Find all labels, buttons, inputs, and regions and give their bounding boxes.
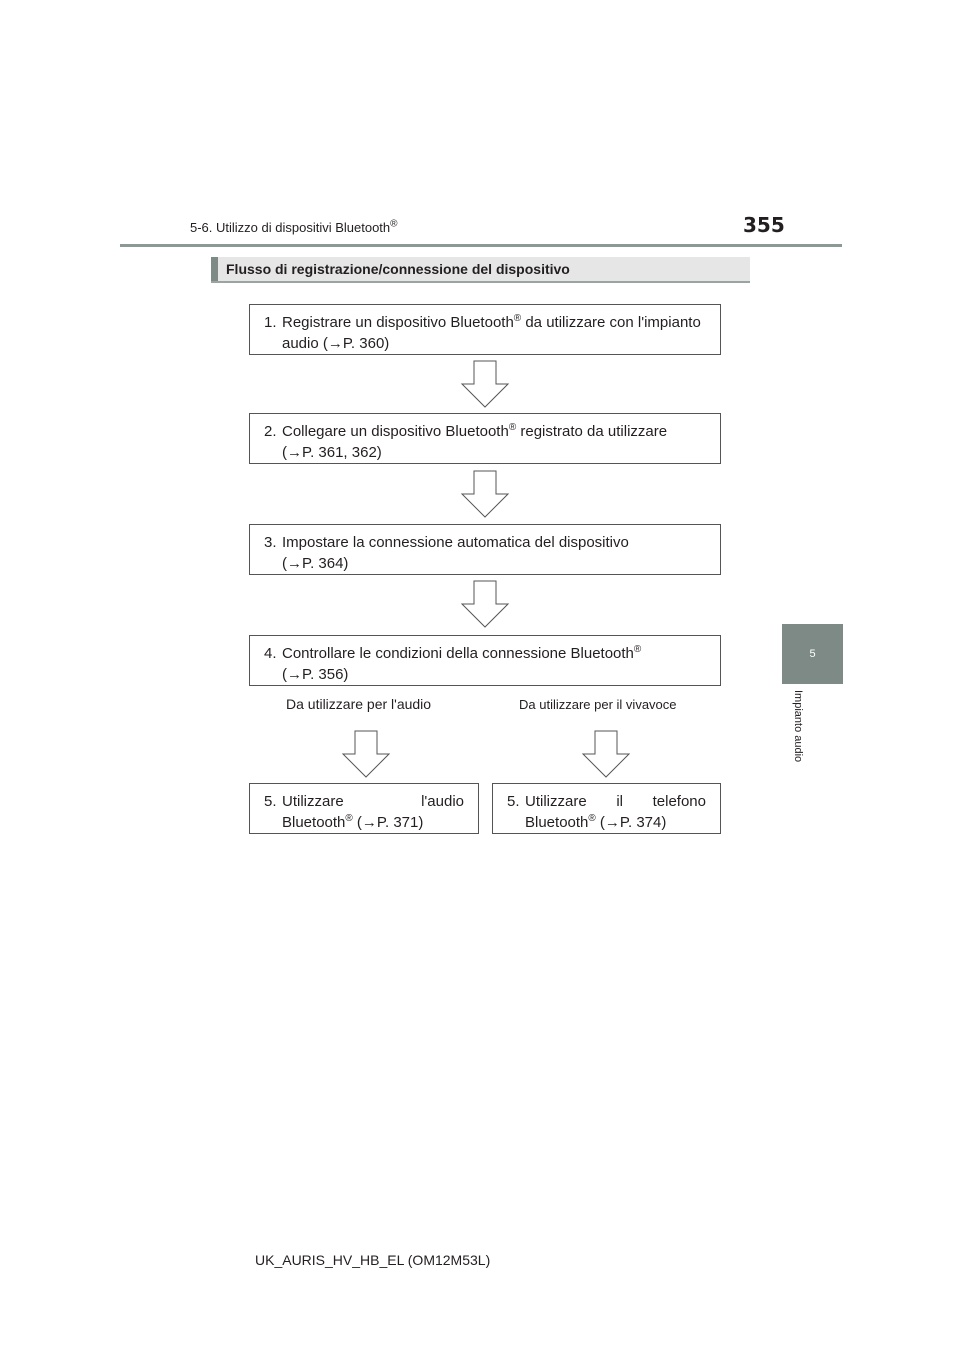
section-heading: Flusso di registrazione/connessione del dispositivo [211, 257, 750, 283]
down-arrow-icon [341, 730, 391, 778]
section-title: 5-6. Utilizzo di dispositivi Bluetooth® [190, 218, 398, 235]
branch-label-handsfree: Da utilizzare per il vivavoce [519, 697, 677, 712]
flow-step-5-audio: 5. Utilizzare l'audio Bluetooth® (→P. 371) [249, 783, 479, 834]
down-arrow-icon [460, 360, 510, 408]
document-footer: UK_AURIS_HV_HB_EL (OM12M53L) [255, 1252, 491, 1268]
down-arrow-icon [460, 580, 510, 628]
flow-step-3: 3. Impostare la connessione automatica del dispositivo (→P. 364) [249, 524, 721, 575]
heading-accent-bar [211, 257, 218, 281]
flow-step-1: 1. Registrare un dispositivo Bluetooth® da utilizzare con l'impianto audio (→P. 360) [249, 304, 721, 355]
branch-label-audio: Da utilizzare per l'audio [286, 696, 432, 712]
flow-step-5-phone: 5. Utilizzare il telefono Bluetooth® (→P. 374) [492, 783, 721, 834]
flow-step-1-line1: Registrare un dispositivo Bluetooth® da utilizzare con l'impianto [282, 313, 701, 331]
down-arrow-icon [460, 470, 510, 518]
chapter-tab: 5 [782, 624, 843, 684]
flow-step-2: 2. Collegare un dispositivo Bluetooth® registrato da utilizzare (→P. 361, 362) [249, 413, 721, 464]
page-number: 355 [743, 213, 785, 237]
down-arrow-icon [581, 730, 631, 778]
header-divider [120, 244, 842, 247]
chapter-tab-label: Impianto audio [792, 690, 804, 763]
flow-step-4: 4. Controllare le condizioni della connessione Bluetooth® (→P. 356) [249, 635, 721, 686]
